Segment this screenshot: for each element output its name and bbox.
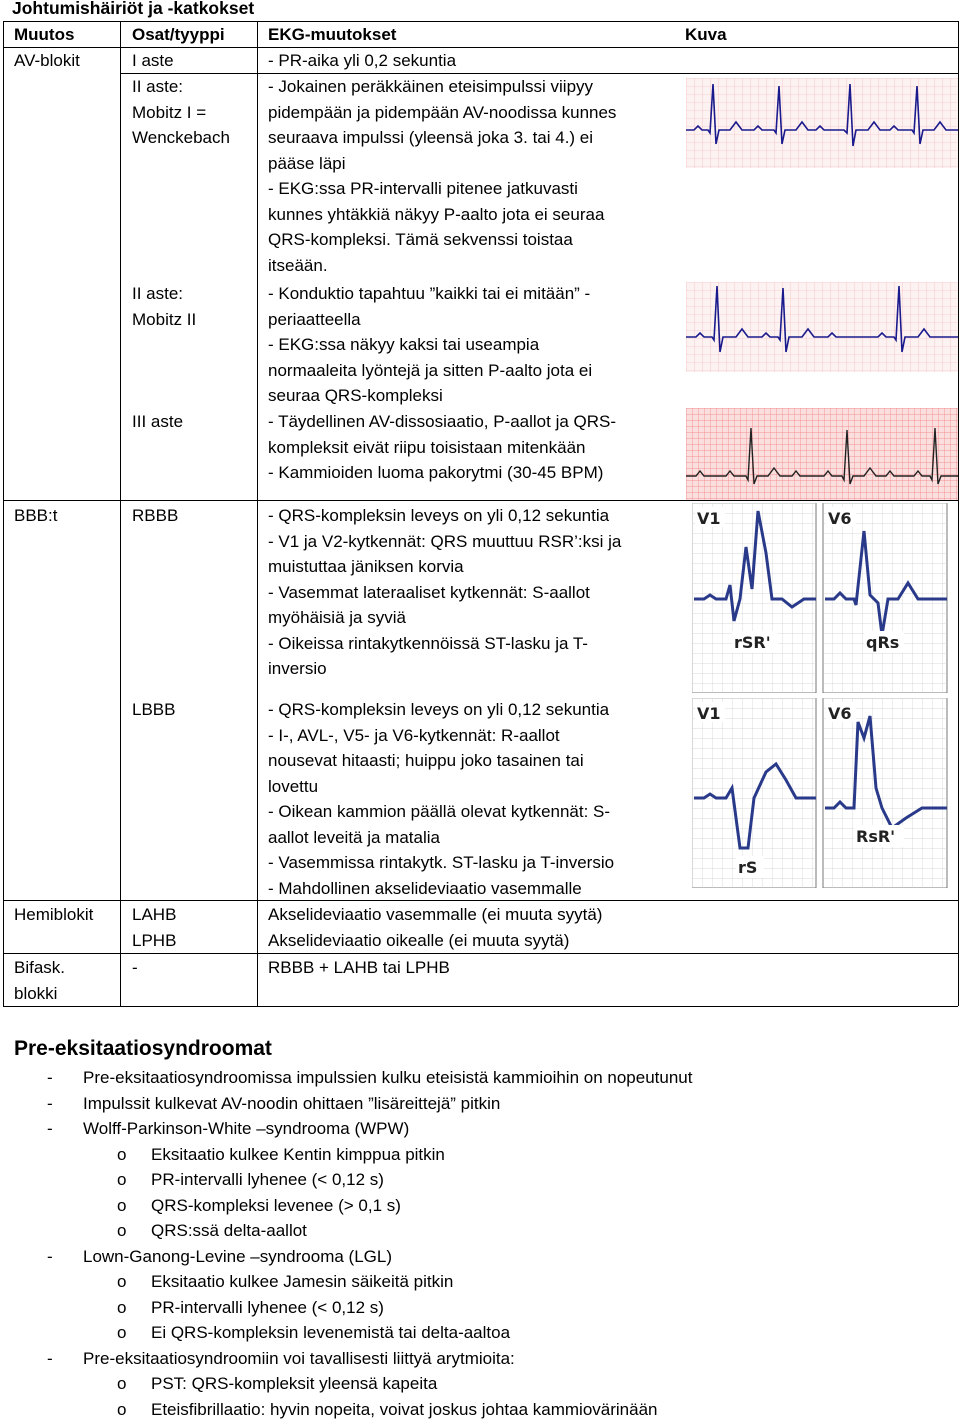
section2-item-marker: o [117,1371,126,1397]
section2-item-text: Eteisfibrillaatio: hyvin nopeita, voivat joskus johtaa kammiovärinään [151,1397,657,1422]
av3-ekg-1: - Täydellinen AV-dissosiaatio, P-aallot ja QRS- [268,409,616,435]
mobitz2-type-2: Mobitz II [132,307,196,333]
row-border-av-end [3,500,958,501]
wenckebach-ekg-8: itseään. [268,253,328,279]
lbbb-label-rsr: RsR' [856,827,895,846]
rbbb-type: RBBB [132,503,178,529]
wenckebach-ekg-2: pidempään ja pidempään AV-noodissa kunnes [268,100,616,126]
rbbb-ekg-5: myöhäisiä ja syviä [268,605,406,631]
wenckebach-ekg-3: seuraava impulssi (yleensä joka 3. tai 4.) ei [268,125,593,151]
wenckebach-type-3: Wenckebach [132,125,230,151]
bifask-ekg: RBBB + LAHB tai LPHB [268,955,450,981]
wenckebach-ekg-7: QRS-kompleksi. Tämä sekvenssi toistaa [268,227,573,253]
section2-item-marker: o [117,1295,126,1321]
section2-item-marker: - [47,1091,53,1117]
header-kuva: Kuva [685,22,727,48]
lbbb-ekg-2: - I-, AVL-, V5- ja V6-kytkennät: R-aallot [268,723,560,749]
lbbb-ekg-5: - Oikean kammion päällä olevat kytkennät: S- [268,799,610,825]
wenckebach-ekg-5: - EKG:ssa PR-intervalli pitenee jatkuvasti [268,176,578,202]
col-border-2 [257,21,258,1006]
section2-title: Pre-eksitaatiosyndroomat [14,1034,272,1064]
lbbb-ekg-7: - Vasemmissa rintakytk. ST-lasku ja T-inversio [268,850,614,876]
rbbb-label-rsr: rSR' [734,633,771,652]
section2-item-text: Impulssit kulkevat AV-noodin ohittaen ”lisäreittejä” pitkin [83,1091,500,1117]
section2-item-marker: o [117,1397,126,1422]
wenckebach-type-2: Mobitz I = [132,100,206,126]
lbbb-ekg-6: aallot leveitä ja matalia [268,825,440,851]
bifask-label-1: Bifask. [14,955,65,981]
lbbb-label-rs: rS [738,858,757,877]
header-ekg: EKG-muutokset [268,22,396,48]
rbbb-ekg-7: inversio [268,656,327,682]
section2-item-marker: - [47,1244,53,1270]
lbbb-ekg-1: - QRS-kompleksin leveys on yli 0,12 sekuntia [268,697,609,723]
section2-item-text: PR-intervalli lyhenee (< 0,12 s) [151,1295,384,1321]
wenckebach-type-1: II aste: [132,74,183,100]
rbbb-ekg-2: - V1 ja V2-kytkennät: QRS muuttuu RSR’:ksi ja [268,529,621,555]
header-muutos: Muutos [14,22,74,48]
lahb-ekg: Akselideviaatio vasemmalle (ei muuta syytä) [268,902,602,928]
rbbb-label-qrs: qRs [866,633,899,652]
section2-item-marker: o [117,1193,126,1219]
mobitz2-ecg-image [686,282,958,372]
rbbb-ekg-6: - Oikeissa rintakytkennöissä ST-lasku ja T- [268,631,588,657]
col-border-4 [958,21,959,1006]
section2-item-marker: o [117,1142,126,1168]
av-blokit-label: AV-blokit [14,48,80,74]
av1-ekg: - PR-aika yli 0,2 sekuntia [268,48,456,74]
rbbb-ekg-4: - Vasemmat lateraaliset kytkennät: S-aallot [268,580,590,606]
lbbb-type: LBBB [132,697,175,723]
section2-item-text: Wolff-Parkinson-White –syndrooma (WPW) [83,1116,409,1142]
lbbb-ekg-4: lovettu [268,774,318,800]
av3-type: III aste [132,409,183,435]
section2-item-marker: - [47,1116,53,1142]
lbbb-v1-label: V1 [697,704,721,723]
rbbb-ekg-3: muistuttaa jäniksen korvia [268,554,464,580]
section2-item-text: QRS-kompleksi levenee (> 0,1 s) [151,1193,401,1219]
av3-ekg-3: - Kammioiden luoma pakorytmi (30-45 BPM) [268,460,603,486]
section2-item-marker: - [47,1065,53,1091]
lphb-ekg: Akselideviaatio oikealle (ei muuta syytä) [268,928,569,954]
wenckebach-ekg-1: - Jokainen peräkkäinen eteisimpulssi viipyy [268,74,593,100]
wenckebach-ekg-6: kunnes yhtäkkiä näkyy P-aalto jota ei seuraa [268,202,604,228]
section2-item-text: Pre-eksitaatiosyndroomissa impulssien kulku eteisistä kammioihin on nopeutunut [83,1065,692,1091]
rbbb-ecg-image [692,503,958,693]
section2-item-text: PST: QRS-kompleksit yleensä kapeita [151,1371,437,1397]
mobitz2-ekg-2: periaatteella [268,307,361,333]
lbbb-v6-label: V6 [828,704,852,723]
section2-item-marker: o [117,1269,126,1295]
av3-ecg-image [686,408,958,500]
wenckebach-ecg-image [686,78,958,168]
section2-item-text: PR-intervalli lyhenee (< 0,12 s) [151,1167,384,1193]
section2-item-marker: - [47,1346,53,1372]
section2-item-marker: o [117,1320,126,1346]
mobitz2-ekg-1: - Konduktio tapahtuu ”kaikki tai ei mitään” - [268,281,590,307]
section2-item-text: Eksitaatio kulkee Jamesin säikeitä pitkin [151,1269,453,1295]
lbbb-ekg-3: nousevat hitaasti; huippu joko tasainen tai [268,748,584,774]
lphb-type: LPHB [132,928,176,954]
section2-item-text: Eksitaatio kulkee Kentin kimppua pitkin [151,1142,445,1168]
header-osat: Osat/tyyppi [132,22,225,48]
mobitz2-ekg-4: normaaleita lyöntejä ja sitten P-aalto jota ei [268,358,592,384]
lbbb-ecg-image [692,698,958,888]
mobitz2-type-1: II aste: [132,281,183,307]
rbbb-ekg-1: - QRS-kompleksin leveys on yli 0,12 sekuntia [268,503,609,529]
section2-item-text: Pre-eksitaatiosyndroomiin voi tavallisesti liittyä arytmioita: [83,1346,515,1372]
bifask-type: - [132,955,138,981]
page-title: Johtumishäiriöt ja -katkokset [12,0,254,22]
section2-item-text: QRS:ssä delta-aallot [151,1218,307,1244]
col-border-1 [120,21,121,1006]
section2-item-marker: o [117,1167,126,1193]
col-border-0 [3,21,4,1006]
hemiblokit-label: Hemiblokit [14,902,93,928]
bbb-label: BBB:t [14,503,57,529]
av3-ekg-2: kompleksit eivät riipu toisistaan mitenkään [268,435,585,461]
lahb-type: LAHB [132,902,176,928]
section2-item-text: Ei QRS-kompleksin levenemistä tai delta-aaltoa [151,1320,510,1346]
av1-type: I aste [132,48,174,74]
rbbb-v6-label: V6 [828,509,852,528]
rbbb-v1-label: V1 [697,509,721,528]
table-bottom-border [3,1006,958,1007]
mobitz2-ekg-5: seuraa QRS-kompleksi [268,383,443,409]
wenckebach-ekg-4: pääse läpi [268,151,346,177]
section2-item-text: Lown-Ganong-Levine –syndrooma (LGL) [83,1244,392,1270]
mobitz2-ekg-3: - EKG:ssa näkyy kaksi tai useampia [268,332,539,358]
section2-item-marker: o [117,1218,126,1244]
lbbb-ekg-8: - Mahdollinen akselideviaatio vasemmalle [268,876,582,902]
bifask-label-2: blokki [14,981,57,1007]
